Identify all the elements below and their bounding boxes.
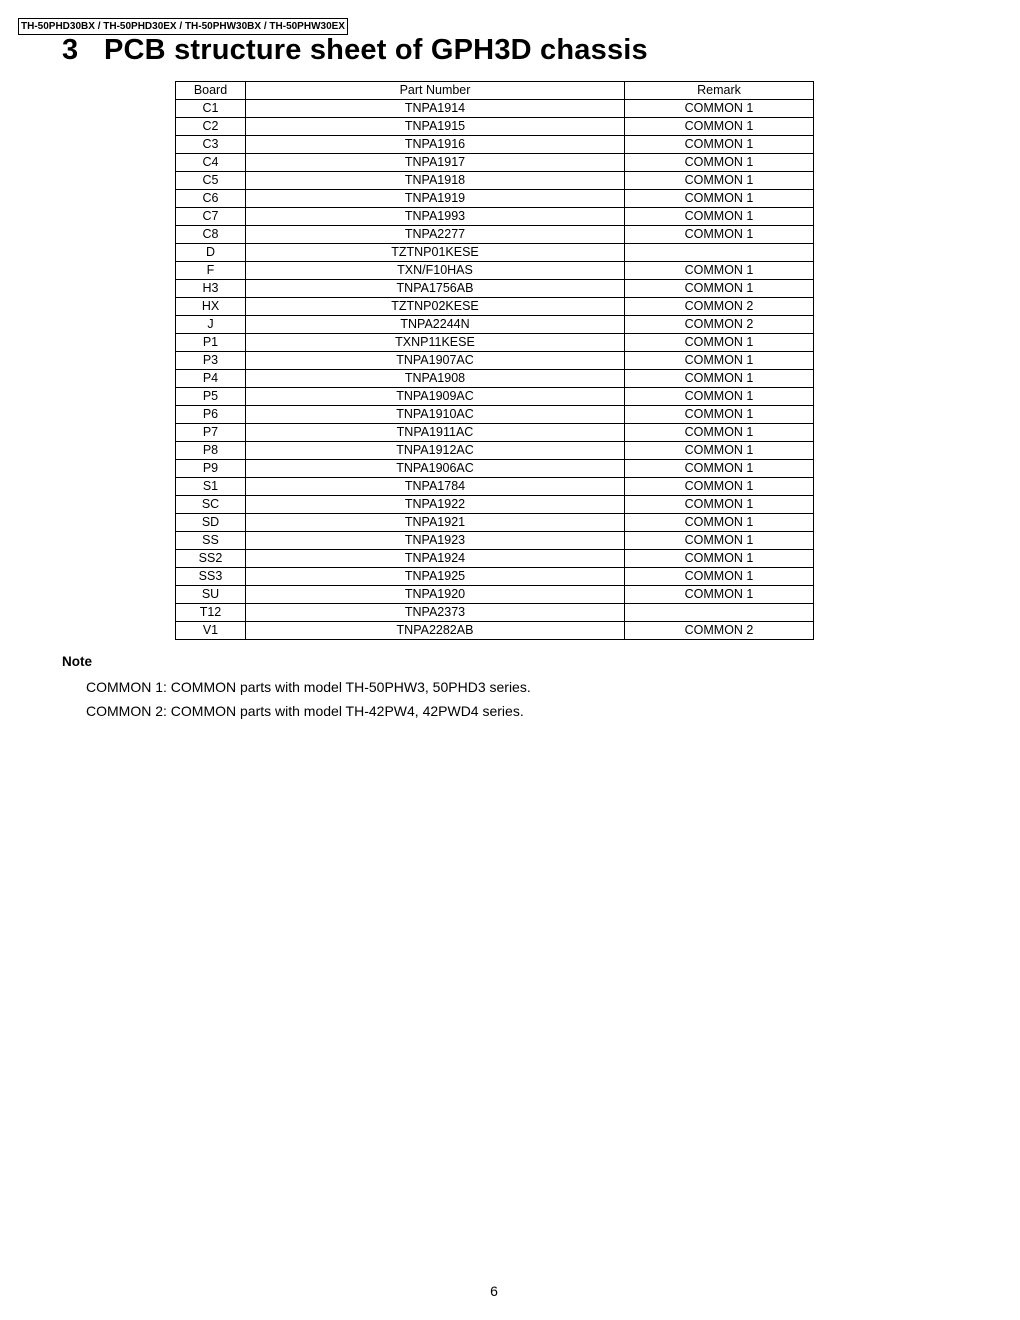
table-row	[176, 388, 814, 406]
board-cell: F	[176, 262, 246, 280]
remark-cell: COMMON 1	[625, 496, 814, 514]
remark-cell: COMMON 1	[625, 226, 814, 244]
table-row	[176, 568, 814, 586]
board-cell: P3	[176, 352, 246, 370]
table-header-row	[176, 82, 814, 100]
remark-cell: COMMON 1	[625, 262, 814, 280]
remark-cell: COMMON 1	[625, 172, 814, 190]
part-number-cell: TNPA1917	[246, 154, 625, 172]
board-cell: P7	[176, 424, 246, 442]
table-row	[176, 604, 814, 622]
part-number-cell: TNPA1756AB	[246, 280, 625, 298]
part-number-cell: TNPA1993	[246, 208, 625, 226]
table-row	[176, 370, 814, 388]
table-row	[176, 190, 814, 208]
table-row	[176, 442, 814, 460]
remark-cell: COMMON 1	[625, 478, 814, 496]
board-cell: SD	[176, 514, 246, 532]
board-cell: V1	[176, 622, 246, 640]
part-number-cell: TNPA1922	[246, 496, 625, 514]
remark-cell: COMMON 1	[625, 154, 814, 172]
part-number-cell: TNPA1915	[246, 118, 625, 136]
remark-cell: COMMON 1	[625, 586, 814, 604]
part-number-cell: TNPA2282AB	[246, 622, 625, 640]
board-cell: C7	[176, 208, 246, 226]
remark-cell	[625, 244, 814, 262]
part-number-cell: TXNP11KESE	[246, 334, 625, 352]
board-cell: C2	[176, 118, 246, 136]
remark-cell: COMMON 1	[625, 136, 814, 154]
board-cell: H3	[176, 280, 246, 298]
table-row	[176, 280, 814, 298]
page-number: 6	[490, 1283, 498, 1299]
remark-cell: COMMON 1	[625, 118, 814, 136]
column-header-board: Board	[176, 82, 246, 100]
remark-cell: COMMON 2	[625, 298, 814, 316]
table-row	[176, 154, 814, 172]
part-number-cell: TNPA1909AC	[246, 388, 625, 406]
board-cell: P4	[176, 370, 246, 388]
table-row	[176, 622, 814, 640]
part-number-cell: TNPA2277	[246, 226, 625, 244]
board-cell: C8	[176, 226, 246, 244]
board-cell: SU	[176, 586, 246, 604]
part-number-cell: TNPA1906AC	[246, 460, 625, 478]
board-cell: C5	[176, 172, 246, 190]
part-number-cell: TNPA1923	[246, 532, 625, 550]
part-number-cell: TNPA1920	[246, 586, 625, 604]
board-cell: P8	[176, 442, 246, 460]
board-cell: HX	[176, 298, 246, 316]
part-number-cell: TNPA1914	[246, 100, 625, 118]
table-row	[176, 424, 814, 442]
remark-cell: COMMON 1	[625, 532, 814, 550]
table-row	[176, 406, 814, 424]
board-cell: J	[176, 316, 246, 334]
board-cell: S1	[176, 478, 246, 496]
board-cell: C1	[176, 100, 246, 118]
part-number-cell: TXN/F10HAS	[246, 262, 625, 280]
note-line-common-1: COMMON 1: COMMON parts with model TH-50PHW3, 50PHD3 series.	[86, 679, 531, 695]
board-cell: C4	[176, 154, 246, 172]
table-row	[176, 532, 814, 550]
table-row	[176, 586, 814, 604]
table-row	[176, 334, 814, 352]
table-row	[176, 514, 814, 532]
part-number-cell: TNPA1784	[246, 478, 625, 496]
column-header-part-number: Part Number	[246, 82, 625, 100]
part-number-cell: TNPA1912AC	[246, 442, 625, 460]
part-number-cell: TNPA2373	[246, 604, 625, 622]
part-number-cell: TZTNP01KESE	[246, 244, 625, 262]
board-cell: C3	[176, 136, 246, 154]
note-line-common-2: COMMON 2: COMMON parts with model TH-42PW4, 42PWD4 series.	[86, 703, 524, 719]
part-number-cell: TNPA1924	[246, 550, 625, 568]
table-row	[176, 460, 814, 478]
table-body	[176, 100, 814, 640]
table-row	[176, 100, 814, 118]
table-row	[176, 550, 814, 568]
remark-cell: COMMON 1	[625, 442, 814, 460]
part-number-cell: TZTNP02KESE	[246, 298, 625, 316]
remark-cell: COMMON 1	[625, 280, 814, 298]
remark-cell: COMMON 1	[625, 352, 814, 370]
remark-cell: COMMON 1	[625, 460, 814, 478]
part-number-cell: TNPA1918	[246, 172, 625, 190]
part-number-cell: TNPA1921	[246, 514, 625, 532]
remark-cell	[625, 604, 814, 622]
remark-cell: COMMON 1	[625, 334, 814, 352]
part-number-cell: TNPA1925	[246, 568, 625, 586]
board-cell: SC	[176, 496, 246, 514]
table-row	[176, 262, 814, 280]
part-number-cell: TNPA1911AC	[246, 424, 625, 442]
part-number-cell: TNPA1908	[246, 370, 625, 388]
board-cell: P6	[176, 406, 246, 424]
model-header: TH-50PHD30BX / TH-50PHD30EX / TH-50PHW30BX / TH-50PHW30EX	[18, 18, 348, 35]
table-row	[176, 478, 814, 496]
board-cell: SS3	[176, 568, 246, 586]
table-row	[176, 352, 814, 370]
section-title: PCB structure sheet of GPH3D chassis	[104, 34, 648, 66]
remark-cell: COMMON 1	[625, 514, 814, 532]
remark-cell: COMMON 1	[625, 208, 814, 226]
table-row	[176, 208, 814, 226]
part-number-cell: TNPA1910AC	[246, 406, 625, 424]
table-row	[176, 496, 814, 514]
board-cell: D	[176, 244, 246, 262]
part-number-cell: TNPA2244N	[246, 316, 625, 334]
part-number-cell: TNPA1919	[246, 190, 625, 208]
remark-cell: COMMON 1	[625, 424, 814, 442]
page-title	[62, 34, 648, 67]
remark-cell: COMMON 1	[625, 568, 814, 586]
section-number: 3	[62, 34, 79, 66]
table-row	[176, 226, 814, 244]
board-cell: P1	[176, 334, 246, 352]
remark-cell: COMMON 1	[625, 370, 814, 388]
remark-cell: COMMON 1	[625, 406, 814, 424]
pcb-structure-table	[175, 81, 814, 640]
board-cell: P9	[176, 460, 246, 478]
table-row	[176, 172, 814, 190]
board-cell: T12	[176, 604, 246, 622]
board-cell: P5	[176, 388, 246, 406]
column-header-remark: Remark	[625, 82, 814, 100]
table-row	[176, 316, 814, 334]
table-row	[176, 136, 814, 154]
table-row	[176, 118, 814, 136]
board-cell: SS2	[176, 550, 246, 568]
remark-cell: COMMON 1	[625, 550, 814, 568]
remark-cell: COMMON 1	[625, 190, 814, 208]
remark-cell: COMMON 1	[625, 100, 814, 118]
table-row	[176, 244, 814, 262]
part-number-cell: TNPA1916	[246, 136, 625, 154]
board-cell: C6	[176, 190, 246, 208]
part-number-cell: TNPA1907AC	[246, 352, 625, 370]
table-row	[176, 298, 814, 316]
remark-cell: COMMON 2	[625, 316, 814, 334]
remark-cell: COMMON 1	[625, 388, 814, 406]
note-title: Note	[62, 654, 92, 669]
board-cell: SS	[176, 532, 246, 550]
remark-cell: COMMON 2	[625, 622, 814, 640]
